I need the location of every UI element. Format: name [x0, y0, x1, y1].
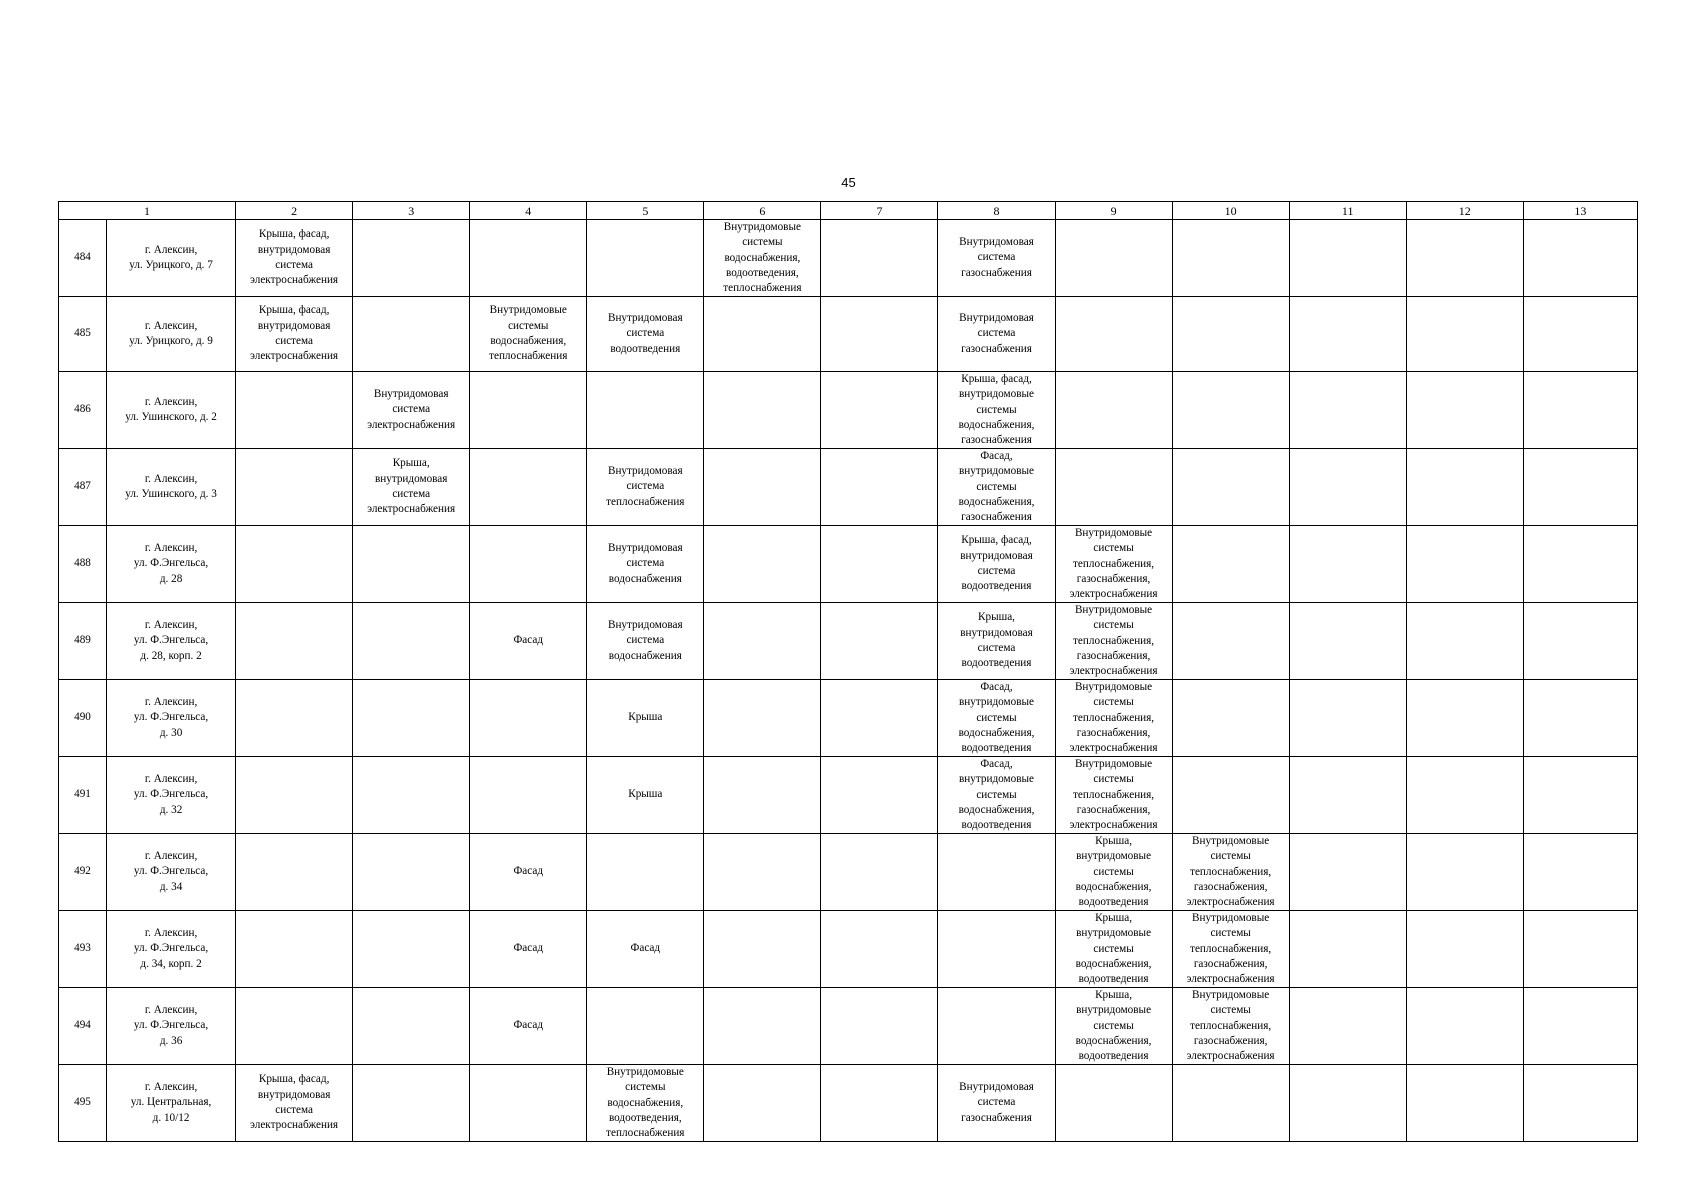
- work-type-text: Крыша, внутридомовые системы водоснабжения, водоотведения: [1075, 835, 1152, 909]
- work-type-cell-13: [1523, 526, 1637, 603]
- work-type-text: Фасад, внутридомовые системы водоснабжения, водоотведения: [958, 681, 1035, 755]
- work-type-text: Внутридомовая система газоснабжения: [959, 1081, 1034, 1124]
- work-type-cell-8: [938, 988, 1055, 1065]
- row-number-cell: [59, 1065, 107, 1142]
- work-type-cell-2: [236, 757, 353, 834]
- work-type-text: Крыша, фасад, внутридомовая система электроснабжения: [250, 228, 339, 287]
- work-type-cell-3: [353, 834, 470, 911]
- work-type-text: Крыша, фасад, внутридомовая система электроснабжения: [250, 304, 339, 363]
- row-number-cell: [59, 911, 107, 988]
- work-type-text: Внутридомовая система водоснабжения: [607, 542, 683, 585]
- work-type-cell-2: [236, 603, 353, 680]
- work-type-text: Внутридомовая система теплоснабжения: [606, 465, 685, 508]
- work-type-cell-2: [236, 911, 353, 988]
- work-type-cell-5: [587, 449, 704, 526]
- work-type-cell-2: [236, 372, 353, 449]
- work-type-cell-7: [821, 834, 938, 911]
- address-cell: [107, 757, 236, 834]
- work-type-cell-11: [1289, 757, 1406, 834]
- work-type-cell-4: [470, 988, 587, 1065]
- work-type-text: Внутридомовые системы теплоснабжения, газоснабжения, электроснабжения: [1186, 835, 1275, 909]
- address-cell: [107, 603, 236, 680]
- row-number-cell: [59, 834, 107, 911]
- work-type-cell-9: [1055, 1065, 1172, 1142]
- work-type-cell-7: [821, 449, 938, 526]
- work-type-cell-11: [1289, 680, 1406, 757]
- work-type-cell-13: [1523, 834, 1637, 911]
- work-type-text: Внутридомовая система электроснабжения: [367, 388, 456, 431]
- column-header: 3: [353, 202, 470, 220]
- work-type-cell-10: [1172, 680, 1289, 757]
- row-number: 484: [74, 251, 91, 264]
- row-number-cell: [59, 988, 107, 1065]
- work-type-cell-6: [704, 680, 821, 757]
- work-type-cell-10: [1172, 297, 1289, 372]
- table-row: [59, 1065, 1638, 1142]
- work-type-cell-13: [1523, 757, 1637, 834]
- work-type-cell-10: [1172, 372, 1289, 449]
- address-cell: [107, 680, 236, 757]
- table-row: [59, 603, 1638, 680]
- work-type-cell-10: [1172, 220, 1289, 297]
- work-type-cell-7: [821, 372, 938, 449]
- work-type-cell-7: [821, 988, 938, 1065]
- work-type-text: Крыша, фасад, внутридомовая система водоотведения: [960, 534, 1033, 593]
- work-type-cell-9: [1055, 757, 1172, 834]
- work-type-cell-10: [1172, 834, 1289, 911]
- work-type-cell-12: [1406, 1065, 1523, 1142]
- row-number-cell: [59, 526, 107, 603]
- work-type-cell-2: [236, 680, 353, 757]
- address-cell: [107, 449, 236, 526]
- work-type-text: Внутридомовая система водоотведения: [607, 312, 683, 355]
- work-type-text: Фасад: [630, 942, 661, 955]
- work-type-cell-2: [236, 297, 353, 372]
- row-number: 494: [74, 1019, 91, 1032]
- work-type-text: Внутридомовые системы водоснабжения, теплоснабжения: [489, 304, 568, 363]
- work-type-cell-10: [1172, 526, 1289, 603]
- work-type-text: Крыша, внутридомовая система водоотведения: [960, 611, 1033, 670]
- work-type-cell-4: [470, 526, 587, 603]
- table-row: [59, 757, 1638, 834]
- work-type-text: Крыша: [628, 711, 663, 724]
- work-type-text: Фасад: [513, 942, 544, 955]
- address-text: г. Алексин, ул. Ф.Энгельса, д. 34, корп. 2: [133, 927, 209, 970]
- address-text: г. Алексин, ул. Центральная, д. 10/12: [130, 1081, 212, 1124]
- work-type-cell-4: [470, 834, 587, 911]
- row-number-cell: [59, 603, 107, 680]
- work-type-cell-8: [938, 372, 1055, 449]
- work-type-cell-8: [938, 680, 1055, 757]
- work-type-cell-4: [470, 911, 587, 988]
- work-type-cell-12: [1406, 680, 1523, 757]
- work-type-text: Внутридомовая система водоснабжения: [607, 619, 683, 662]
- table-row: [59, 680, 1638, 757]
- row-number: 487: [74, 480, 91, 493]
- work-type-cell-6: [704, 297, 821, 372]
- work-type-cell-7: [821, 1065, 938, 1142]
- work-type-text: Внутридомовые системы теплоснабжения, газоснабжения, электроснабжения: [1069, 681, 1158, 755]
- work-type-cell-4: [470, 757, 587, 834]
- row-number: 493: [74, 942, 91, 955]
- column-header-row: [59, 202, 1638, 220]
- work-type-cell-11: [1289, 988, 1406, 1065]
- address-cell: [107, 526, 236, 603]
- work-type-text: Крыша: [628, 788, 663, 801]
- work-type-cell-4: [470, 297, 587, 372]
- work-type-cell-7: [821, 526, 938, 603]
- work-type-cell-11: [1289, 297, 1406, 372]
- work-type-cell-11: [1289, 449, 1406, 526]
- column-header: 8: [938, 202, 1055, 220]
- work-type-cell-3: [353, 526, 470, 603]
- column-header: 10: [1172, 202, 1289, 220]
- work-type-cell-2: [236, 526, 353, 603]
- column-header: 7: [821, 202, 938, 220]
- address-text: г. Алексин, ул. Ф.Энгельса, д. 34: [133, 850, 209, 893]
- work-type-cell-7: [821, 911, 938, 988]
- address-cell: [107, 1065, 236, 1142]
- column-header: 12: [1406, 202, 1523, 220]
- work-type-cell-5: [587, 526, 704, 603]
- work-type-text: Крыша, внутридомовая система электроснабжения: [367, 457, 456, 516]
- row-number: 492: [74, 865, 91, 878]
- work-type-text: Крыша, фасад, внутридомовая система электроснабжения: [250, 1073, 339, 1132]
- work-type-cell-10: [1172, 1065, 1289, 1142]
- row-number-cell: [59, 449, 107, 526]
- work-type-cell-9: [1055, 680, 1172, 757]
- work-type-cell-4: [470, 1065, 587, 1142]
- work-type-text: Внутридомовые системы теплоснабжения, газоснабжения, электроснабжения: [1069, 758, 1158, 832]
- work-type-cell-13: [1523, 297, 1637, 372]
- row-number-cell: [59, 220, 107, 297]
- work-type-cell-5: [587, 988, 704, 1065]
- work-type-cell-6: [704, 757, 821, 834]
- row-number-cell: [59, 297, 107, 372]
- row-number-cell: [59, 680, 107, 757]
- work-type-cell-12: [1406, 220, 1523, 297]
- address-text: г. Алексин, ул. Урицкого, д. 7: [129, 243, 213, 271]
- work-type-cell-5: [587, 1065, 704, 1142]
- work-type-cell-12: [1406, 449, 1523, 526]
- work-type-cell-9: [1055, 834, 1172, 911]
- work-type-cell-6: [704, 449, 821, 526]
- work-type-cell-13: [1523, 988, 1637, 1065]
- work-type-cell-4: [470, 220, 587, 297]
- work-type-cell-3: [353, 680, 470, 757]
- row-number: 489: [74, 634, 91, 647]
- work-type-cell-12: [1406, 834, 1523, 911]
- table-row: [59, 911, 1638, 988]
- work-type-cell-10: [1172, 911, 1289, 988]
- work-type-cell-11: [1289, 834, 1406, 911]
- row-number: 486: [74, 403, 91, 416]
- work-type-cell-6: [704, 220, 821, 297]
- work-type-cell-5: [587, 220, 704, 297]
- work-type-cell-3: [353, 603, 470, 680]
- work-type-cell-10: [1172, 449, 1289, 526]
- work-type-cell-5: [587, 834, 704, 911]
- work-type-cell-4: [470, 603, 587, 680]
- row-number-cell: [59, 757, 107, 834]
- work-type-cell-7: [821, 603, 938, 680]
- work-type-cell-9: [1055, 988, 1172, 1065]
- work-type-cell-9: [1055, 297, 1172, 372]
- work-type-cell-12: [1406, 911, 1523, 988]
- address-text: г. Алексин, ул. Ф.Энгельса, д. 28: [133, 542, 209, 585]
- work-type-cell-5: [587, 603, 704, 680]
- work-type-cell-10: [1172, 757, 1289, 834]
- work-type-cell-7: [821, 757, 938, 834]
- work-type-cell-3: [353, 988, 470, 1065]
- work-type-text: Внутридомовые системы теплоснабжения, газоснабжения, электроснабжения: [1186, 989, 1275, 1063]
- table-row: [59, 526, 1638, 603]
- work-type-text: Фасад: [513, 634, 544, 647]
- work-type-cell-7: [821, 680, 938, 757]
- work-type-cell-12: [1406, 297, 1523, 372]
- work-type-text: Внутридомовая система газоснабжения: [959, 312, 1034, 355]
- table-body: [59, 220, 1638, 1142]
- work-type-cell-2: [236, 834, 353, 911]
- work-type-text: Крыша, внутридомовые системы водоснабжения, водоотведения: [1075, 912, 1152, 986]
- work-type-text: Фасад, внутридомовые системы водоснабжения, водоотведения: [958, 758, 1035, 832]
- table-row: [59, 449, 1638, 526]
- work-type-cell-10: [1172, 603, 1289, 680]
- work-type-cell-2: [236, 449, 353, 526]
- work-type-cell-8: [938, 449, 1055, 526]
- work-type-cell-9: [1055, 220, 1172, 297]
- table-row: [59, 297, 1638, 372]
- work-type-cell-10: [1172, 988, 1289, 1065]
- work-type-cell-5: [587, 757, 704, 834]
- table-row: [59, 372, 1638, 449]
- work-type-cell-8: [938, 526, 1055, 603]
- page-number: 45: [841, 175, 856, 190]
- work-type-text: Внутридомовые системы водоснабжения, водоотведения, теплоснабжения: [723, 221, 802, 295]
- work-type-cell-13: [1523, 372, 1637, 449]
- work-type-cell-9: [1055, 449, 1172, 526]
- work-type-text: Фасад: [513, 865, 544, 878]
- work-type-cell-13: [1523, 603, 1637, 680]
- address-cell: [107, 297, 236, 372]
- work-type-cell-12: [1406, 988, 1523, 1065]
- address-text: г. Алексин, ул. Ушинского, д. 2: [125, 395, 217, 423]
- work-type-cell-6: [704, 834, 821, 911]
- column-header: 5: [587, 202, 704, 220]
- work-type-text: Внутридомовые системы теплоснабжения, газоснабжения, электроснабжения: [1069, 604, 1158, 678]
- address-text: г. Алексин, ул. Ф.Энгельса, д. 28, корп. 2: [133, 619, 209, 662]
- column-header: 9: [1055, 202, 1172, 220]
- work-type-cell-8: [938, 1065, 1055, 1142]
- work-type-cell-3: [353, 297, 470, 372]
- work-type-cell-13: [1523, 680, 1637, 757]
- work-type-cell-6: [704, 911, 821, 988]
- work-type-cell-8: [938, 834, 1055, 911]
- work-type-cell-4: [470, 680, 587, 757]
- work-type-cell-5: [587, 911, 704, 988]
- column-header: 2: [236, 202, 353, 220]
- work-type-cell-11: [1289, 603, 1406, 680]
- row-number: 488: [74, 557, 91, 570]
- work-type-cell-12: [1406, 757, 1523, 834]
- work-type-cell-8: [938, 911, 1055, 988]
- work-type-cell-6: [704, 372, 821, 449]
- work-type-cell-13: [1523, 220, 1637, 297]
- work-type-cell-11: [1289, 1065, 1406, 1142]
- address-cell: [107, 911, 236, 988]
- work-type-cell-2: [236, 988, 353, 1065]
- work-type-cell-9: [1055, 603, 1172, 680]
- column-header: 4: [470, 202, 587, 220]
- work-type-cell-3: [353, 372, 470, 449]
- work-type-text: Крыша, внутридомовые системы водоснабжения, водоотведения: [1075, 989, 1152, 1063]
- address-cell: [107, 988, 236, 1065]
- work-type-cell-11: [1289, 911, 1406, 988]
- work-type-cell-6: [704, 526, 821, 603]
- work-type-cell-4: [470, 449, 587, 526]
- work-type-text: Внутридомовая система газоснабжения: [959, 236, 1034, 279]
- address-text: г. Алексин, ул. Ф.Энгельса, д. 30: [133, 696, 209, 739]
- work-type-cell-3: [353, 449, 470, 526]
- work-type-text: Внутридомовые системы теплоснабжения, газоснабжения, электроснабжения: [1069, 527, 1158, 601]
- address-cell: [107, 220, 236, 297]
- work-type-cell-11: [1289, 372, 1406, 449]
- work-type-cell-13: [1523, 449, 1637, 526]
- address-text: г. Алексин, ул. Ф.Энгельса, д. 32: [133, 773, 209, 816]
- work-type-cell-3: [353, 1065, 470, 1142]
- row-number: 491: [74, 788, 91, 801]
- work-type-cell-13: [1523, 1065, 1637, 1142]
- address-cell: [107, 834, 236, 911]
- work-type-cell-3: [353, 911, 470, 988]
- address-cell: [107, 372, 236, 449]
- work-type-text: Фасад, внутридомовые системы водоснабжения, газоснабжения: [958, 450, 1035, 524]
- work-type-cell-3: [353, 220, 470, 297]
- work-type-cell-7: [821, 220, 938, 297]
- work-type-text: Внутридомовые системы водоснабжения, водоотведения, теплоснабжения: [606, 1066, 685, 1140]
- address-text: г. Алексин, ул. Урицкого, д. 9: [129, 319, 213, 347]
- row-number: 485: [74, 327, 91, 340]
- column-header: 1: [59, 202, 236, 220]
- work-type-cell-12: [1406, 526, 1523, 603]
- work-type-cell-8: [938, 220, 1055, 297]
- work-type-cell-9: [1055, 911, 1172, 988]
- work-type-cell-3: [353, 757, 470, 834]
- column-header: 11: [1289, 202, 1406, 220]
- work-type-cell-12: [1406, 372, 1523, 449]
- address-text: г. Алексин, ул. Ф.Энгельса, д. 36: [133, 1004, 209, 1047]
- column-header: 13: [1523, 202, 1637, 220]
- column-header: 6: [704, 202, 821, 220]
- work-type-cell-12: [1406, 603, 1523, 680]
- work-type-cell-8: [938, 297, 1055, 372]
- row-number-cell: [59, 372, 107, 449]
- work-type-cell-5: [587, 297, 704, 372]
- address-text: г. Алексин, ул. Ушинского, д. 3: [125, 472, 217, 500]
- work-type-cell-6: [704, 603, 821, 680]
- work-type-cell-5: [587, 680, 704, 757]
- capital-repair-table: [58, 201, 1638, 1142]
- work-type-text: Фасад: [513, 1019, 544, 1032]
- row-number: 490: [74, 711, 91, 724]
- work-type-cell-11: [1289, 220, 1406, 297]
- table-row: [59, 988, 1638, 1065]
- work-type-cell-6: [704, 1065, 821, 1142]
- work-type-cell-6: [704, 988, 821, 1065]
- work-type-cell-2: [236, 220, 353, 297]
- table-row: [59, 834, 1638, 911]
- work-type-cell-13: [1523, 911, 1637, 988]
- table-row: [59, 220, 1638, 297]
- work-type-cell-4: [470, 372, 587, 449]
- work-type-cell-9: [1055, 526, 1172, 603]
- work-type-cell-9: [1055, 372, 1172, 449]
- work-type-cell-7: [821, 297, 938, 372]
- work-type-cell-11: [1289, 526, 1406, 603]
- work-type-cell-5: [587, 372, 704, 449]
- work-type-cell-2: [236, 1065, 353, 1142]
- work-type-text: Внутридомовые системы теплоснабжения, газоснабжения, электроснабжения: [1186, 912, 1275, 986]
- work-type-cell-8: [938, 603, 1055, 680]
- work-type-cell-8: [938, 757, 1055, 834]
- work-type-text: Крыша, фасад, внутридомовые системы водоснабжения, газоснабжения: [958, 373, 1035, 447]
- row-number: 495: [74, 1096, 91, 1109]
